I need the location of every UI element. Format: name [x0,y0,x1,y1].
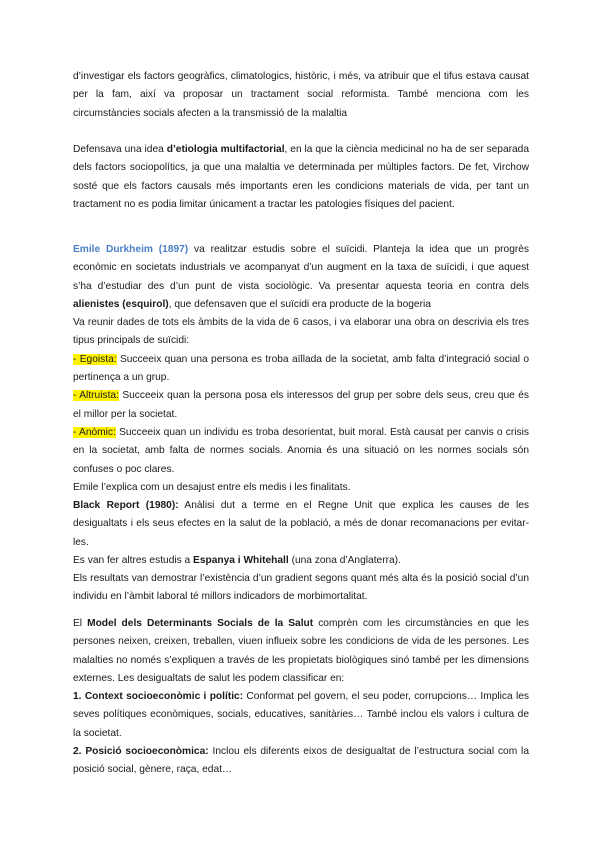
bold-term: Espanya i Whitehall [193,554,289,566]
bold-label: 1. Context socioeconòmic i polític: [73,691,244,703]
paragraph-text [73,552,529,570]
paragraph-text [73,141,529,214]
highlighted-label: - Egoista: [73,353,117,365]
highlighted-label: - Altruista: [73,390,119,402]
text-run: comprèn com les circumstàncies en que les persones neixen, creixen, treballen, viuen influeix sobre les condicions de vida de les persones. Les malalties no només s’expliquen a través de les propietats biològiques sinó també per les dimensions externes. Les desigualtats de salut les podem classificar en: [73,618,530,684]
text-run: , que defensaven que el suïcidi era producte de la bogeria [168,298,431,310]
text-run: Conformat pel govern, el seu poder, corrupcions… Implica les seves polítiques econòmiques, socials, educatives, sanitàries… També inclou els valors i cultura de la societat. [73,691,529,739]
paragraph-tifus [73,68,529,123]
text-run: Defensava una idea [73,144,167,155]
text-run: Succeeix quan la persona posa els interessos del grup per sobre dels seus, creu que és el millor per la societat. [73,390,529,420]
highlighted-label: - Anòmic: [73,426,116,438]
paragraph-text [73,615,529,688]
text-run: Succeeix quan un individu es troba desorientat, buit moral. Està causat per canvis o crisis en la societat, amb falta de normes socials. Anomia és una situació on les normes socials són confuses o poc clares. [73,426,529,475]
text-run: Inclou els diferents eixos de desigualtat de l’estructura social com la posició social, gènere, raça, edat… [73,746,529,776]
bold-term: alienistes (esquirol) [73,298,169,310]
paragraph-etiologia [73,141,529,214]
bold-term: Black Report (1980): [73,500,179,511]
list-item-altruista [73,387,529,424]
author-name: Emile Durkheim (1897) [73,244,189,255]
text-run: Anàlisi dut a terme en el Regne Unit que explica les causes de les desigualtats i els seus efectes en la salut de la població, a més de donar recomanacions per evitar-les. [73,500,529,548]
paragraph-text [73,497,529,552]
paragraph-text: d’investigar els factors geogràfics, climatologics, històric, i més, va atribuir que el tifus estava causat per la fam, així va proposar un tractament social reformista. També menciona com les circumstàncies socials afecten a la transmissió de la malaltia [73,71,529,119]
text-run: Succeeix quan una persona es troba aïllada de la societat, amb falta d’integració social o pertinença a un grup. [73,353,529,384]
paragraph-text: Emile l’explica com un desajust entre els medis i les finalitats. [73,481,351,493]
section-durkheim [73,241,529,497]
bold-term: d’etiologia multifactorial [166,144,285,155]
section-black-report [73,497,529,607]
text-run: El [73,618,88,629]
list-item-context [73,688,529,743]
list-item-egoista [73,351,529,388]
text-run: Es van fer altres estudis a [73,554,194,566]
text-run: va realitzar estudis sobre el suïcidi. Planteja la idea que un progrès econòmic en societats industrials ve acompanyat d’un augment en la taxa de suïcidi, i que aquest s’ha d’estudiar des d’un punt de vista sociològic. Va presentar aquesta teoria en contra dels [73,244,530,292]
paragraph-text: Els resultats van demostrar l’existència d’un gradient segons quant més alta és la posició social d’un individu en l’àmbit laboral té millors indicadors de morbimortalitat. [73,573,529,603]
bold-label: 2. Posició socioeconòmica: [73,746,209,758]
text-run: , en la que la ciència medicinal no ha de ser separada dels factors sociopolítics, ja que una malaltia ve determinada per múltiples factors. De fet, Virchow sosté que els factors causals més importants eren les condicions materials de vida, per tant un tractament no es podia limitar únicament a tractar les patologies físiques del pacient. [73,144,530,210]
text-run: (una zona d’Anglaterra). [288,554,401,566]
paragraph-text [73,241,529,314]
list-item-anomic [73,424,529,479]
section-determinants [73,615,529,780]
bold-term: Model dels Determinants Socials de la Salut [87,618,314,629]
list-item-posicio [73,743,529,780]
paragraph-text: Va reunir dades de tots els àmbits de la vida de 6 casos, i va elaborar una obra on descrivia els tres tipus principals de suïcidi: [73,317,529,347]
